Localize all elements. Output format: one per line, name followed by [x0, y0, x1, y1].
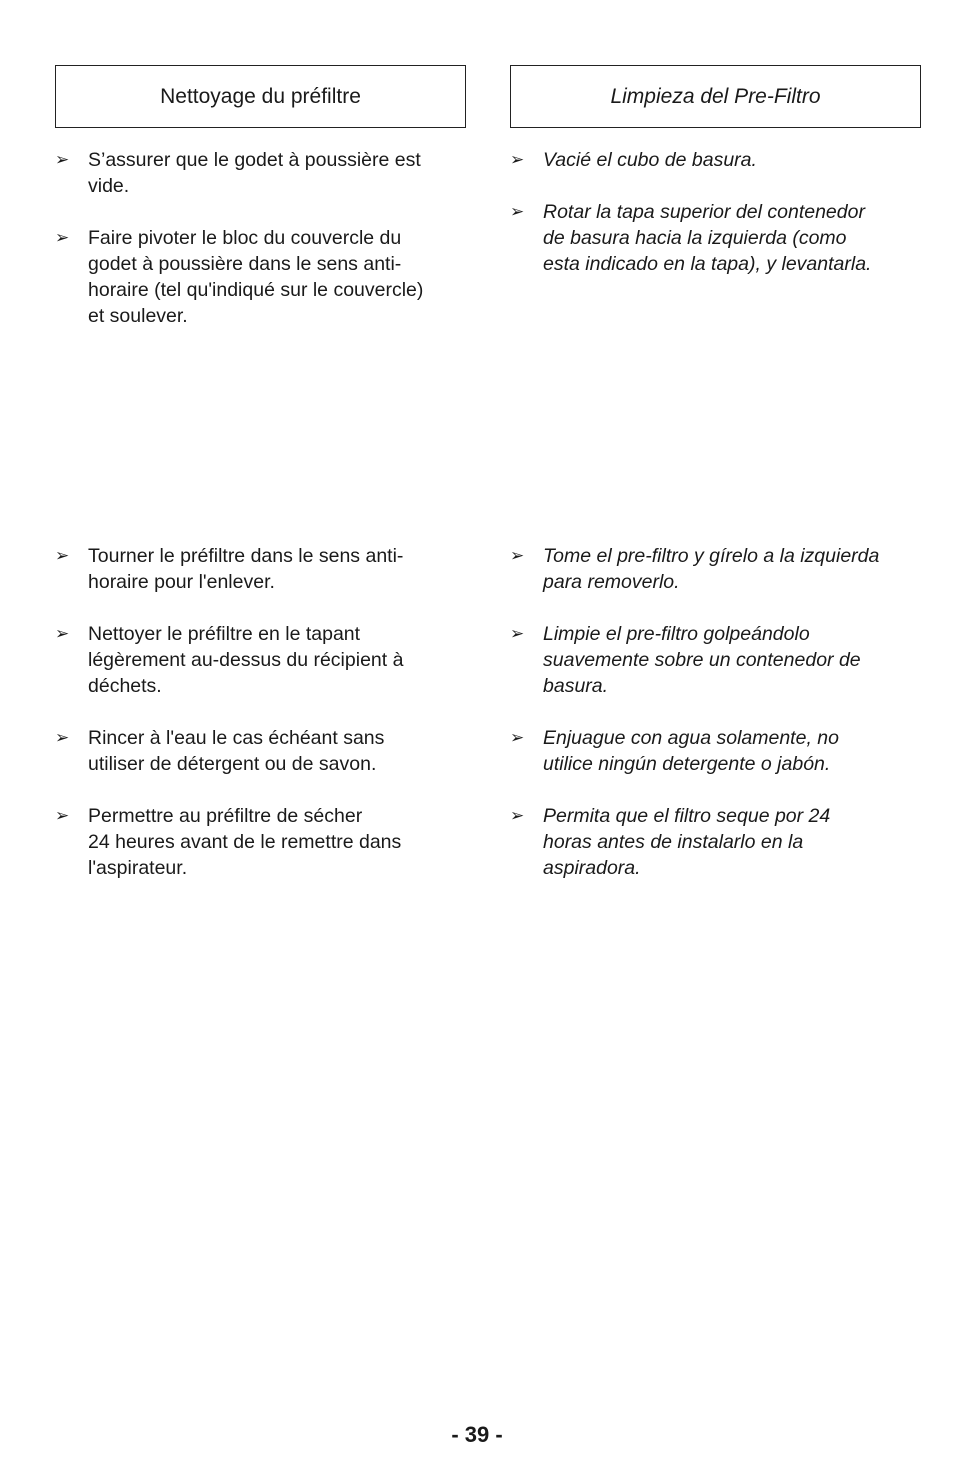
bullet-arrow-icon: ➢: [510, 806, 525, 825]
list-item: [510, 725, 922, 777]
bullet-arrow-icon: ➢: [55, 546, 70, 565]
list-item: [510, 803, 922, 881]
instruction-text: Vacié el cubo de basura.: [543, 149, 757, 171]
fr-instructions-group-1: [55, 147, 467, 329]
instruction-text: S’assurer que le godet à poussière est vide.: [88, 149, 421, 197]
instruction-text: Permettre au préfiltre de sécher 24 heures avant de le remettre dans l'aspirateur.: [88, 805, 402, 879]
section-title-es-text: Limpieza del Pre-Filtro: [610, 84, 821, 108]
list-item: [55, 225, 467, 329]
instruction-text: Faire pivoter le bloc du couvercle du godet à poussière dans le sens anti- horaire (tel qu'indiqué sur le couvercle) et soulever.: [88, 227, 424, 327]
section-title-es: [510, 65, 921, 128]
list-item: [55, 543, 467, 595]
list-item: [510, 199, 922, 277]
instruction-text: Nettoyer le préfiltre en le tapant légèrement au-dessus du récipient à déchets.: [88, 623, 404, 697]
list-item: [55, 621, 467, 699]
instruction-text: Limpie el pre-filtro golpeándolo suavemente sobre un contenedor de basura.: [543, 623, 861, 697]
bullet-arrow-icon: ➢: [55, 624, 70, 643]
bullet-arrow-icon: ➢: [510, 202, 525, 221]
list-item: [55, 803, 467, 881]
bullet-arrow-icon: ➢: [55, 228, 70, 247]
list-item: [510, 621, 922, 699]
es-instructions-group-1: [510, 147, 922, 277]
list-item: [510, 543, 922, 595]
list-item: [510, 147, 922, 173]
instruction-text: Rincer à l'eau le cas échéant sans utiliser de détergent ou de savon.: [88, 727, 385, 775]
bullet-arrow-icon: ➢: [55, 150, 70, 169]
instruction-text: Permita que el filtro seque por 24 horas antes de instalarlo en la aspiradora.: [543, 805, 831, 879]
instruction-text: Enjuague con agua solamente, no utilice ningún detergente o jabón.: [543, 727, 839, 775]
bullet-arrow-icon: ➢: [510, 624, 525, 643]
page-number: - 39 -: [451, 1422, 503, 1447]
bullet-arrow-icon: ➢: [55, 806, 70, 825]
section-title-fr-text: Nettoyage du préfiltre: [160, 84, 361, 108]
bullet-arrow-icon: ➢: [510, 728, 525, 747]
section-title-fr: [55, 65, 466, 128]
list-item: [55, 147, 467, 199]
bullet-arrow-icon: ➢: [510, 150, 525, 169]
instruction-text: Tome el pre-filtro y gírelo a la izquierda para removerlo.: [543, 545, 880, 593]
list-item: [55, 725, 467, 777]
es-instructions-group-2: [510, 543, 922, 881]
bullet-arrow-icon: ➢: [510, 546, 525, 565]
fr-instructions-group-2: [55, 543, 467, 881]
bullet-arrow-icon: ➢: [55, 728, 70, 747]
instruction-text: Tourner le préfiltre dans le sens anti- horaire pour l'enlever.: [88, 545, 404, 593]
instruction-text: Rotar la tapa superior del contenedor de basura hacia la izquierda (como esta indicado en la tapa), y levantarla.: [543, 201, 872, 275]
